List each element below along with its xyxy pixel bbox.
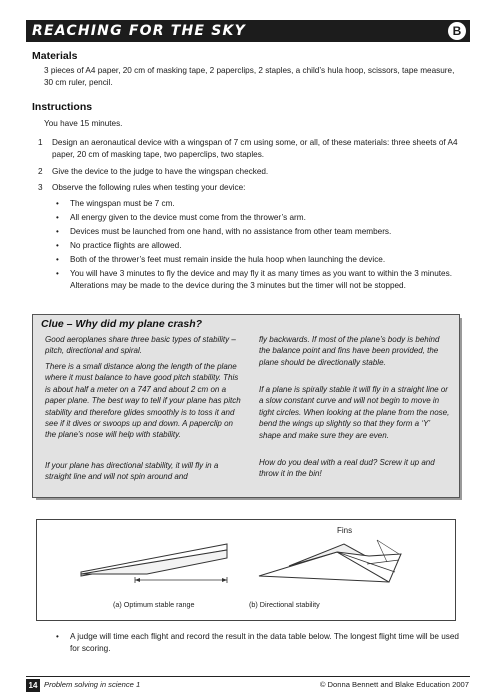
rule-text: All energy given to the device must come from the thrower’s arm. [70,213,306,222]
materials-heading: Materials [32,50,78,62]
page-title: REACHING FOR THE SKY [32,23,246,39]
fins-label: Fins [337,526,353,535]
caption-a: (a) Optimum stable range [113,600,195,609]
step-number: 3 [38,183,43,192]
book-title: Problem solving in science 1 [44,680,141,689]
clue-paragraph: How do you deal with a real dud? Screw it up and throw it in the bin! [259,458,435,479]
bullet-icon: • [56,213,59,222]
clue-title: Clue – Why did my plane crash? [41,318,203,330]
clue-paragraph: If a plane is spirally stable it will fly in a straight line or a slow constant curve and will not begin to move in tight circles. When looking at the plane from the nose, bend the wings up slightly so that they form a ‘Y’ shape and make sure they are even. [259,385,450,440]
bullet-icon: • [56,255,59,264]
title-bar [26,20,470,42]
clue-paragraph: There is a small distance along the length of the plane where it must balance to have good pitch stability. This is about half a meter on a 747 and about 2 cm on a paper plane. The best way to tell if your plane has pitch stability and therefore glides smoothly is to toss it and see if it dives or swoops up and down. A paperclip on the plane’s nose will help with stability. [45,362,241,440]
plane-top-icon [249,524,419,604]
step-text: Give the device to the judge to have the wingspan checked. [52,167,269,176]
plane-side-icon [77,536,237,596]
clue-box [32,314,460,498]
rule-text: Both of the thrower’s feet must remain inside the hula hoop when launching the device. [70,255,386,264]
caption-b: (b) Directional stability [249,600,320,609]
section-badge: B [448,22,466,40]
materials-text: 3 pieces of A4 paper, 20 cm of masking tape, 2 paperclips, 2 staples, a child’s hula hoop, scissors, tape measure, 30 cm ruler, pencil. [44,66,455,87]
step-number: 1 [38,138,43,147]
bullet-icon: • [56,241,59,250]
step-text: Design an aeronautical device with a wingspan of 7 cm using some, or all, of these materials: three sheets of A4 paper, 20 cm of masking tape, two paperclips, two staples. [52,138,458,159]
rule-text: The wingspan must be 7 cm. [70,199,175,208]
instructions-intro: You have 15 minutes. [44,119,123,128]
page-number: 14 [26,679,40,692]
step-number: 2 [38,167,43,176]
clue-paragraph: fly backwards. If most of the plane’s body is behind the balance point and fins have been provided, the plane should be directionally stable. [259,335,440,367]
bullet-icon: • [56,199,59,208]
clue-paragraph: Good aeroplanes share three basic types of stability – pitch, directional and spiral. [45,335,236,356]
rule-text: You will have 3 minutes to fly the device and may fly it as many times as you want to within the 3 minutes. Alterations may be made to the device during the 3 minutes but the timer will not be stopped. [70,269,452,290]
bullet-icon: • [56,269,59,278]
rule-text: No practice flights are allowed. [70,241,182,250]
figure-box [36,519,456,621]
bullet-icon: • [56,632,59,641]
instructions-heading: Instructions [32,101,93,113]
step-text: Observe the following rules when testing your device: [52,183,246,192]
clue-paragraph: If your plane has directional stability, it will fly in a straight line and will not spin around and [45,461,219,482]
bullet-icon: • [56,227,59,236]
rule-text: Devices must be launched from one hand, with no assistance from other team members. [70,227,392,236]
footer-rule [26,676,470,677]
copyright: © Donna Bennett and Blake Education 2007 [319,680,469,689]
closing-text: A judge will time each flight and record the result in the data table below. The longest flight time will be used for scoring. [70,632,459,653]
